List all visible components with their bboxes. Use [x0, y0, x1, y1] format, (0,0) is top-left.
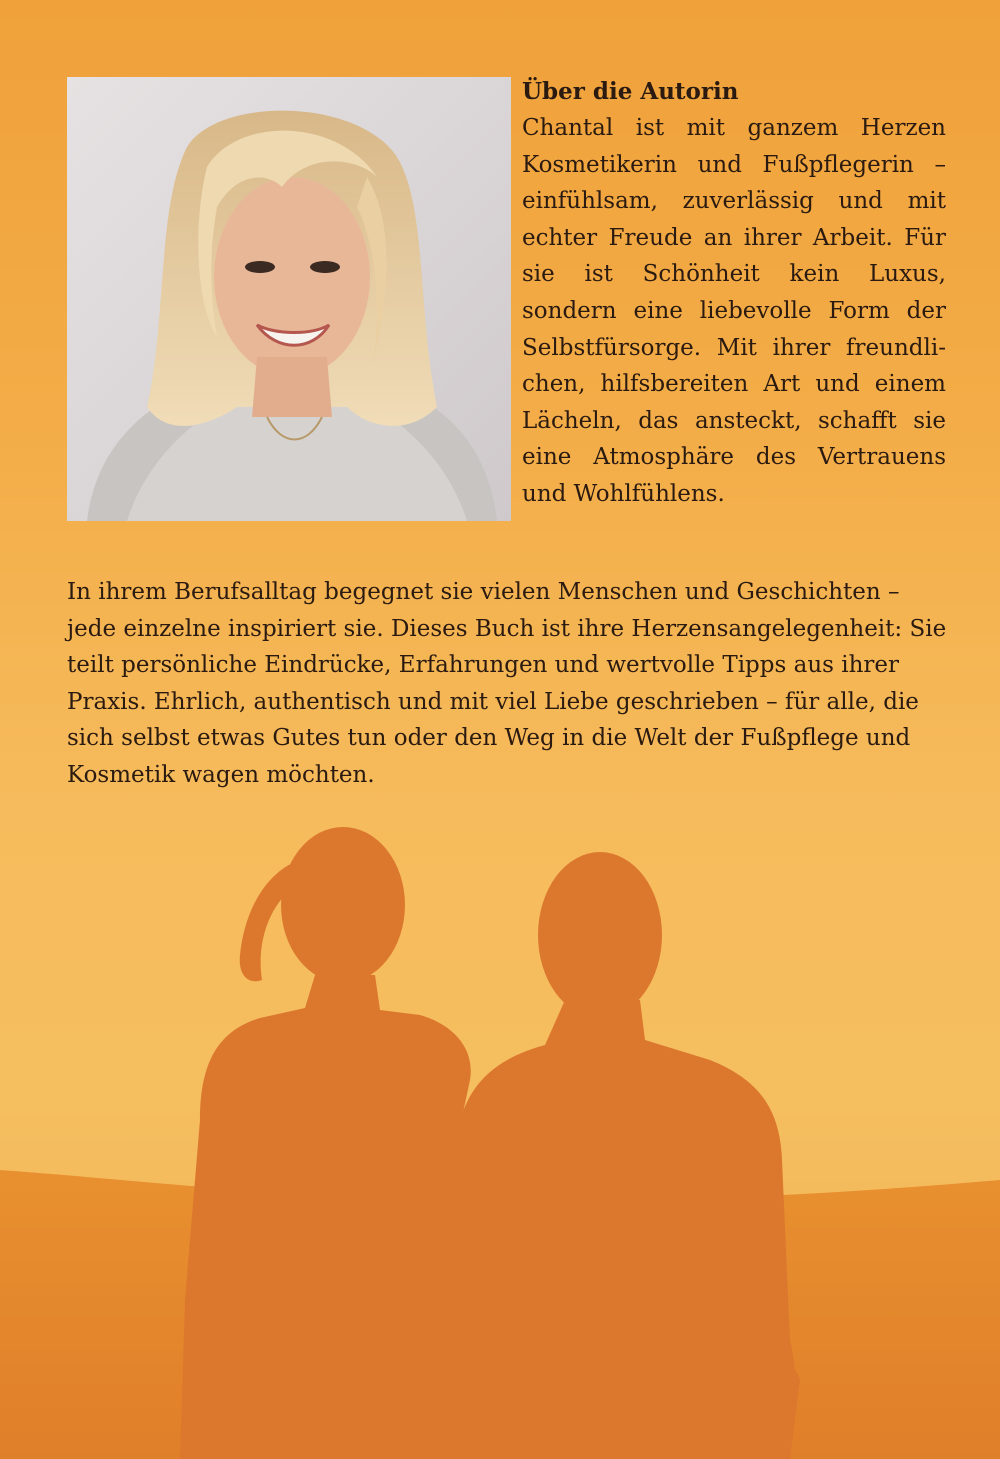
book-description: In ihrem Berufsalltag begegnet sie vielen Menschen und Geschichten – jede einzelne inspiriert sie. Dieses Buch ist ihre Herzensangelegenheit: Sie teilt persönliche Eindrücke, Erfahrungen und wertvolle Tipps aus ihrer Praxis. Ehrlich, authentisch und mit viel Liebe geschrieben – für alle, die sich selbst etwas Gutes tun oder den Weg in die Welt der Fußpflege und Kosmetik wagen möchten.: [67, 579, 947, 788]
author-heading: Über die Autorin: [522, 78, 739, 105]
author-bio: Chantal ist mit ganzem Herzen Kosmetikerin und Fußpflegerin – einfühlsam, zuverlässig und mit echter Freude an ihrer Arbeit. Für sie ist Schönheit kein Luxus, sondern eine liebevolle Form der Selbstfürsorge. Mit ihrer freundlichen, hilfsbereiten Art und einem Lächeln, das ansteckt, schafft sie eine Atmosphäre des Vertrauens und Wohlfühlens.: [522, 115, 946, 507]
author-bio-section: [522, 74, 946, 513]
author-photo: [67, 77, 511, 521]
woman-silhouette: [180, 827, 471, 1459]
man-silhouette: [440, 852, 800, 1459]
